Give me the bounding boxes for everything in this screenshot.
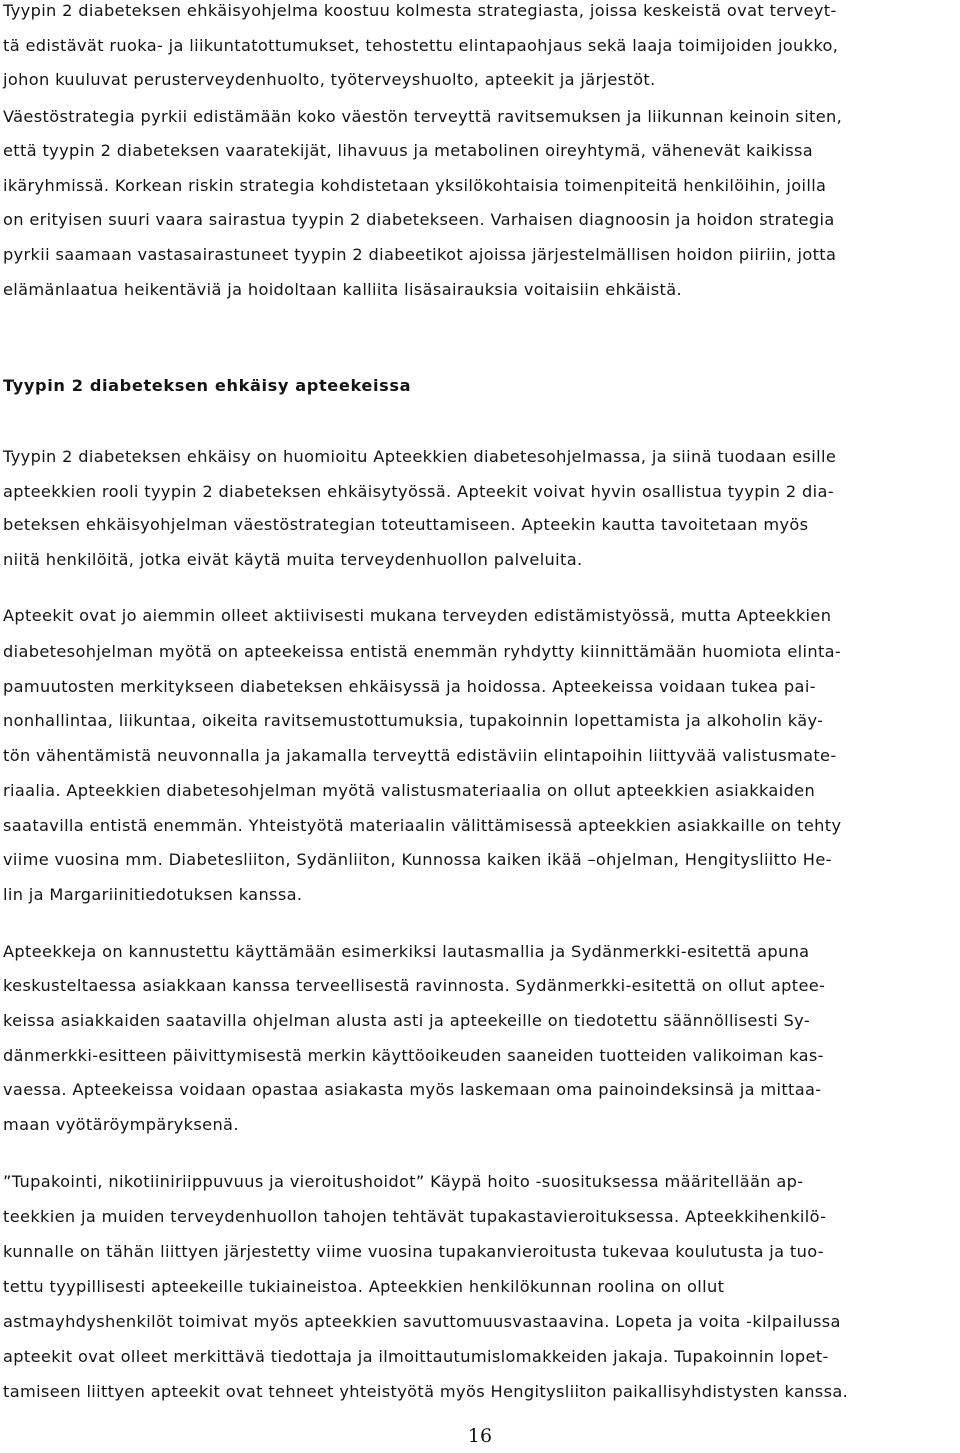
text-line: Väestöstrategia pyrkii edistämään koko väestön terveyttä ravitsemuksen ja liikunnan keinoin siten, xyxy=(3,107,843,126)
text-line: pyrkii saamaan vastasairastuneet tyypin 2 diabeetikot ajoissa järjestelmällisen hoidon piiriin, jotta xyxy=(3,245,837,264)
text-line: dänmerkki-esitteen päivittymisestä merkin käyttöoikeuden saaneiden tuotteiden valikoiman kas- xyxy=(3,1046,824,1065)
text-line: Tyypin 2 diabeteksen ehkäisy on huomioitu Apteekkien diabetesohjelmassa, ja siinä tuodaan esille xyxy=(3,447,837,466)
text-line: ”Tupakointi, nikotiiniriippuvuus ja vieroitushoidot” Käypä hoito -suosituksessa määritellään ap- xyxy=(3,1172,804,1191)
text-line: Apteekit ovat jo aiemmin olleet aktiivisesti mukana terveyden edistämistyössä, mutta Apteekkien xyxy=(3,606,832,625)
text-line: keskusteltaessa asiakkaan kanssa terveellisestä ravinnosta. Sydänmerkki-esitettä on ollut aptee- xyxy=(3,976,826,995)
text-line: teekkien ja muiden terveydenhuollon tahojen tehtävät tupakastavieroituksessa. Apteekkihenkilö- xyxy=(3,1207,827,1226)
text-line: riaalia. Apteekkien diabetesohjelman myötä valistusmateriaalia on ollut apteekkien asiakkaiden xyxy=(3,781,816,800)
text-line: saatavilla entistä enemmän. Yhteistyötä materiaalin välittämisessä apteekkien asiakkaille on tehty xyxy=(3,816,842,835)
text-line: apteekkien rooli tyypin 2 diabeteksen ehkäisytyössä. Apteekit voivat hyvin osallistua tyypin 2 dia- xyxy=(3,482,834,501)
text-line: vaessa. Apteekeissa voidaan opastaa asiakasta myös laskemaan oma painoindeksinsä ja mittaa- xyxy=(3,1080,822,1099)
text-line: elämänlaatua heikentäviä ja hoidoltaan kalliita lisäsairauksia voitaisiin ehkäistä. xyxy=(3,280,682,299)
text-line: niitä henkilöitä, jotka eivät käytä muita terveydenhuollon palveluita. xyxy=(3,550,583,569)
text-line: apteekit ovat olleet merkittävä tiedottaja ja ilmoittautumislomakkeiden jakaja. Tupakoinnin lopet- xyxy=(3,1347,829,1366)
text-line: johon kuuluvat perusterveydenhuolto, työterveyshuolto, apteekit ja järjestöt. xyxy=(3,70,656,89)
text-line: tön vähentämistä neuvonnalla ja jakamalla terveyttä edistäviin elintapoihin liittyvää valistusmate- xyxy=(3,746,837,765)
text-line: maan vyötäröympäryksenä. xyxy=(3,1115,239,1134)
text-line: diabetesohjelman myötä on apteekeissa entistä enemmän ryhdytty kiinnittämään huomiota elinta- xyxy=(3,642,842,661)
page-number: 16 xyxy=(467,1425,493,1447)
text-line: tettu tyypillisesti apteekeille tukiaineistoa. Apteekkien henkilökunnan roolina on ollut xyxy=(3,1277,725,1296)
text-line: on erityisen suuri vaara sairastua tyypin 2 diabetekseen. Varhaisen diagnoosin ja hoidon strategia xyxy=(3,210,835,229)
text-line: tä edistävät ruoka- ja liikuntatottumukset, tehostettu elintapaohjaus sekä laaja toimijoiden joukko, xyxy=(3,36,839,55)
text-line: että tyypin 2 diabeteksen vaaratekijät, lihavuus ja metabolinen oireyhtymä, vähenevät kaikissa xyxy=(3,141,814,160)
text-line: ikäryhmissä. Korkean riskin strategia kohdistetaan yksilökohtaisia toimenpiteitä henkilöihin, joilla xyxy=(3,176,827,195)
text-line: astmayhdyshenkilöt toimivat myös apteekkien savuttomuusvastaavina. Lopeta ja voita -kilpailussa xyxy=(3,1312,841,1331)
text-line: keissa asiakkaiden saatavilla ohjelman alusta asti ja apteekeille on tiedotettu säännöllisesti Sy- xyxy=(3,1011,811,1030)
text-line: lin ja Margariinitiedotuksen kanssa. xyxy=(3,885,303,904)
text-line: viime vuosina mm. Diabetesliiton, Sydänliiton, Kunnossa kaiken ikää –ohjelman, Hengitysliitto He- xyxy=(3,850,832,869)
text-line: beteksen ehkäisyohjelman väestöstrategian toteuttamiseen. Apteekin kautta tavoitetaan myös xyxy=(3,515,809,534)
text-line: pamuutosten merkitykseen diabeteksen ehkäisyssä ja hoidossa. Apteekeissa voidaan tukea pai- xyxy=(3,677,816,696)
text-line: tamiseen liittyen apteekit ovat tehneet yhteistyötä myös Hengitysliiton paikallisyhdistysten kanssa. xyxy=(3,1382,849,1401)
text-line: kunnalle on tähän liittyen järjestetty viime vuosina tupakanvieroitusta tukevaa koulutusta ja tuo- xyxy=(3,1242,824,1261)
text-line: Apteekkeja on kannustettu käyttämään esimerkiksi lautasmallia ja Sydänmerkki-esitettä apuna xyxy=(3,942,810,961)
section-heading: Tyypin 2 diabeteksen ehkäisy apteekeissa xyxy=(3,376,412,395)
text-line: nonhallintaa, liikuntaa, oikeita ravitsemustottumuksia, tupakoinnin lopettamista ja alkoholin käy- xyxy=(3,711,824,730)
text-line: Tyypin 2 diabeteksen ehkäisyohjelma koostuu kolmesta strategiasta, joissa keskeistä ovat terveyt- xyxy=(3,1,837,20)
